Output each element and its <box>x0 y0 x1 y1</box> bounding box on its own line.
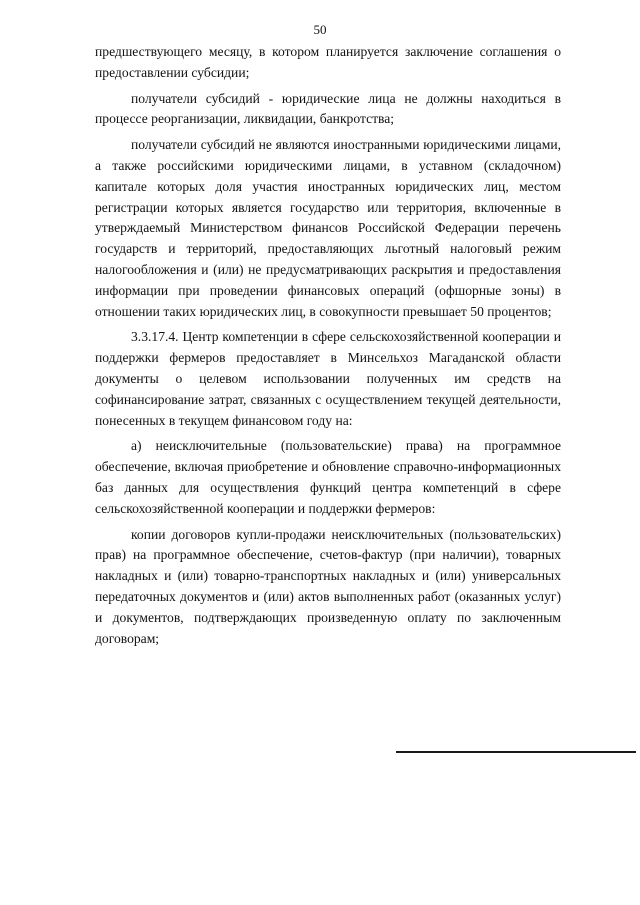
horizontal-rule <box>396 751 636 753</box>
paragraph-not-foreign-entities: получатели субсидий не являются иностранными юридическими лицами, а также российскими юридическими лицами, в уставном (складочном) капитале которых доля участия иностранных юридических лиц, местом регистрации которых является государство или территория, включенные в утверждаемый Министерством финансов Российской Федерации перечень государств и территорий, предоставляющих льготный налоговый режим налогообложения и (или) не предусматривающих раскрытия и предоставления информации при проведении финансовых операций (офшорные зоны) в отношении таких юридических лиц, в совокупности превышает 50 процентов; <box>95 137 561 319</box>
paragraph-document-copies: копии договоров купли-продажи неисключительных (пользовательских) прав) на программное обеспечение, счетов-фактур (при наличии), товарных накладных и (или) товарно-транспортных накладных и (или) универсальных передаточных документов и (или) актов выполненных работ (оказанных услуг) и документов, подтверждающих произведенную оплату по заключенным договорам; <box>95 526 561 646</box>
document-body <box>95 42 561 654</box>
page-number: 50 <box>313 22 327 37</box>
paragraph-item-a: а) неисключительные (пользовательские) права) на программное обеспечение, включая приобретение и обновление справочно-информационных баз данных для осуществления функций центра компетенций в сфере сельскохозяйственной кооперации и поддержки фермеров: <box>95 438 561 516</box>
paragraph-clause-3-3-17-4: 3.3.17.4. Центр компетенции в сфере сельскохозяйственной кооперации и поддержки фермеров предоставляет в Минсельхоз Магаданской области документы о целевом использовании полученных им средств на софинансирование затрат, связанных с осуществлением текущей деятельности, понесенных в текущем финансовом году на: <box>95 329 561 428</box>
paragraph-no-reorganization: получатели субсидий - юридические лица не должны находиться в процессе реорганизации, ликвидации, банкротства; <box>95 90 561 127</box>
paragraph-continuation: предшествующего месяцу, в котором планируется заключение соглашения о предоставлении субсидии; <box>95 44 561 80</box>
